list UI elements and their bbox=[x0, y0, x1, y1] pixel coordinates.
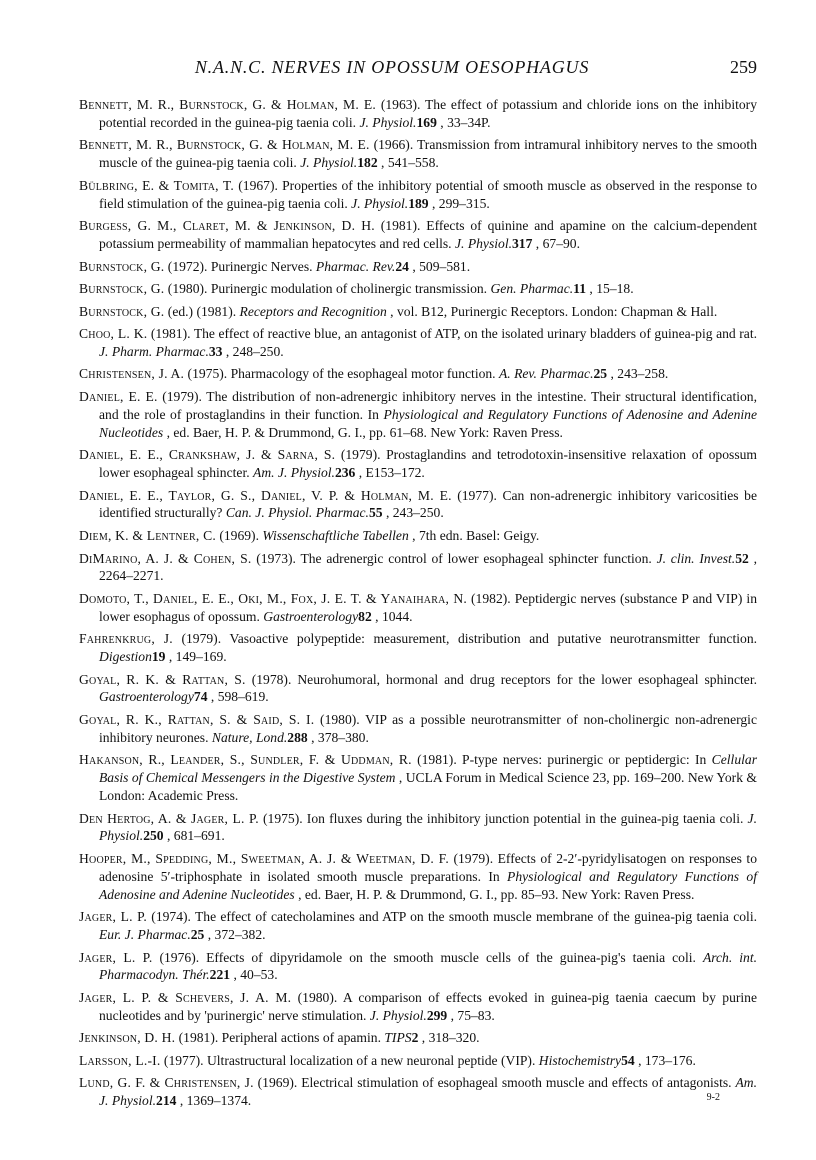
reference-authors: Jager, L. P. bbox=[79, 949, 153, 965]
reference-text: (1979). Effects of 2-2′-pyridylisatogen on responses to adenosine 5′-triphosphate in isolated smooth muscle preparations. In bbox=[99, 850, 757, 884]
reference-volume: 236 bbox=[334, 465, 356, 481]
reference-text: (1972). Purinergic Nerves. bbox=[164, 258, 316, 274]
reference-text: (1979). Prostaglandins and tetrodotoxin-insensitive relaxation of opossum lower esophageal sphincter. bbox=[99, 447, 757, 481]
reference-journal: J. Physiol. bbox=[369, 1007, 427, 1023]
reference-entry bbox=[79, 446, 757, 482]
reference-authors: Diem, K. & Lentner, C. bbox=[79, 527, 216, 543]
reference-volume: 169 bbox=[416, 114, 437, 130]
reference-pages: , 318–320. bbox=[421, 1030, 480, 1046]
reference-text: (1966). Transmission from intramural inhibitory nerves to the smooth muscle of the guinea-pig taenia coli. bbox=[99, 137, 757, 171]
reference-pages: , 75–83. bbox=[450, 1007, 495, 1023]
reference-text: (1975). Ion fluxes during the inhibitory junction potential in the guinea-pig taenia coli. bbox=[258, 810, 748, 826]
reference-pages: , 7th edn. Basel: Geigy. bbox=[412, 527, 540, 543]
reference-entry bbox=[79, 908, 757, 944]
reference-pages: , 509–581. bbox=[412, 258, 471, 274]
reference-journal: Receptors and Recognition bbox=[239, 303, 387, 319]
reference-volume: 250 bbox=[143, 828, 164, 844]
reference-authors: Christensen, J. A. bbox=[79, 366, 185, 382]
reference-journal: Histochemistry bbox=[538, 1052, 622, 1068]
reference-authors: Hakanson, R., Leander, S., Sundler, F. & Uddman, R. bbox=[79, 752, 412, 768]
reference-authors: Daniel, E. E., Taylor, G. S., Daniel, V. P. & Holman, M. E. bbox=[79, 487, 452, 503]
reference-authors: Daniel, E. E. bbox=[79, 389, 158, 404]
reference-authors: Burnstock, G. bbox=[79, 303, 165, 319]
reference-volume: 189 bbox=[408, 195, 429, 211]
reference-entry bbox=[79, 217, 757, 253]
reference-text: (1967). Properties of the inhibitory potential of smooth muscle as observed in the response to field stimulation of the guinea-pig taenia coli. bbox=[99, 177, 757, 211]
reference-authors: Hooper, M., Spedding, M., Sweetman, A. J. & Weetman, D. F. bbox=[79, 850, 449, 866]
reference-pages: , ed. Baer, H. P. & Drummond, G. I., pp. 85–93. New York: Raven Press. bbox=[298, 886, 695, 902]
running-title: N.A.N.C. NERVES IN OPOSSUM OESOPHAGUS bbox=[194, 57, 590, 77]
reference-entry bbox=[79, 177, 757, 213]
reference-journal: Arch. int. Pharmacodyn. Thér. bbox=[99, 949, 758, 983]
reference-journal: J. clin. Invest. bbox=[656, 550, 736, 566]
reference-entry bbox=[79, 751, 757, 805]
reference-authors: Goyal, R. K., Rattan, S. & Said, S. I. bbox=[79, 712, 315, 727]
reference-entry bbox=[79, 550, 757, 586]
reference-text: (1981). The effect of reactive blue, an antagonist of ATP, on the isolated urinary bladders of guinea-pig and rat. bbox=[147, 326, 758, 342]
reference-pages: , vol. B12, Purinergic Receptors. London: Chapman & Hall. bbox=[390, 303, 718, 319]
reference-journal: Physiological and Regulatory Functions of Adenosine and Adenine Nucleotides bbox=[99, 406, 757, 440]
reference-pages: , 243–250. bbox=[385, 505, 444, 521]
reference-authors: Jager, L. P. & Schevers, J. A. M. bbox=[79, 989, 292, 1005]
signature-mark: 9-2 bbox=[706, 1092, 720, 1103]
reference-pages: , 67–90. bbox=[535, 235, 580, 251]
reference-entry bbox=[79, 487, 757, 523]
reference-entry bbox=[79, 949, 757, 985]
reference-list bbox=[79, 96, 757, 1115]
reference-authors: Bennett, M. R., Burnstock, G. & Holman, M. E. bbox=[79, 97, 377, 112]
reference-entry bbox=[79, 590, 757, 626]
reference-entry bbox=[79, 96, 757, 132]
reference-entry bbox=[79, 850, 757, 904]
reference-authors: Choo, L. K. bbox=[79, 326, 148, 342]
reference-text: (1981). Peripheral actions of apamin. bbox=[175, 1030, 385, 1046]
reference-entry bbox=[79, 1029, 757, 1047]
reference-journal: Am. J. Physiol. bbox=[253, 465, 335, 481]
reference-journal: Am. J. Physiol. bbox=[99, 1075, 757, 1109]
reference-authors: Jenkinson, D. H. bbox=[79, 1030, 176, 1046]
reference-authors: Burnstock, G. bbox=[79, 281, 165, 297]
reference-journal: Eur. J. Pharmac. bbox=[99, 927, 191, 943]
reference-entry bbox=[79, 1052, 757, 1070]
reference-journal: TIPS bbox=[384, 1030, 412, 1046]
reference-volume: 55 bbox=[368, 505, 383, 521]
reference-volume: 25 bbox=[593, 366, 608, 382]
reference-authors: Domoto, T., Daniel, E. E., Oki, M., Fox, J. E. T. & Yanaihara, N. bbox=[79, 590, 467, 606]
reference-journal: J. Physiol. bbox=[359, 114, 417, 130]
reference-journal: A. Rev. Pharmac. bbox=[498, 366, 594, 382]
reference-text: (1978). Neurohumoral, hormonal and drug receptors for the lower esophageal sphincter. bbox=[245, 671, 757, 687]
reference-text: (1975). Pharmacology of the esophageal motor function. bbox=[184, 366, 499, 382]
reference-journal: Physiological and Regulatory Functions of Adenosine and Adenine Nucleotides bbox=[99, 868, 757, 902]
reference-pages: , 243–258. bbox=[610, 366, 669, 382]
reference-text: (1979). The distribution of non-adrenergic inhibitory nerves in the intestine. Their structural identification, and the role of prostaglandins in their function. In bbox=[99, 389, 757, 422]
reference-pages: , 2264–2271. bbox=[99, 550, 757, 584]
reference-authors: Burnstock, G. bbox=[79, 258, 165, 274]
reference-journal: Cellular Basis of Chemical Messengers in the Digestive System bbox=[99, 752, 757, 786]
reference-authors: Goyal, R. K. & Rattan, S. bbox=[79, 671, 246, 687]
reference-authors: Jager, L. P. bbox=[79, 909, 148, 925]
reference-entry bbox=[79, 258, 757, 276]
reference-journal: Can. J. Physiol. Pharmac. bbox=[225, 505, 369, 521]
reference-pages: , 372–382. bbox=[207, 927, 266, 943]
reference-authors: Lund, G. F. & Christensen, J. bbox=[79, 1075, 254, 1091]
reference-pages: , 173–176. bbox=[638, 1052, 696, 1068]
reference-volume: 214 bbox=[156, 1093, 177, 1109]
reference-volume: 317 bbox=[512, 235, 533, 251]
reference-volume: 11 bbox=[573, 281, 587, 297]
reference-text: (1976). Effects of dipyridamole on the smooth muscle cells of the guinea-pig's taenia coli. bbox=[152, 949, 703, 965]
reference-pages: , E153–172. bbox=[358, 465, 425, 481]
reference-text: (ed.) (1981). bbox=[164, 303, 240, 319]
reference-authors: Bülbring, E. & Tomita, T. bbox=[79, 177, 235, 193]
reference-authors: Bennett, M. R., Burnstock, G. & Holman, M. E. bbox=[79, 137, 370, 153]
reference-text: (1981). Effects of quinine and apamine on the calcium-dependent potassium permeability of mammalian hepatocytes and red cells. bbox=[99, 218, 757, 251]
reference-volume: 33 bbox=[208, 343, 223, 359]
reference-journal: J. Pharm. Pharmac. bbox=[99, 343, 209, 359]
reference-entry bbox=[79, 989, 757, 1025]
reference-journal: Digestion bbox=[99, 649, 152, 665]
reference-text: (1977). Ultrastructural localization of a new neuronal peptide (VIP). bbox=[160, 1052, 539, 1068]
reference-text: (1969). bbox=[215, 527, 263, 543]
reference-pages: , 33–34P. bbox=[440, 114, 491, 130]
reference-journal: J. Physiol. bbox=[454, 235, 512, 251]
reference-authors: Den Hertog, A. & Jager, L. P. bbox=[79, 810, 259, 826]
reference-entry bbox=[79, 711, 757, 747]
reference-volume: 299 bbox=[426, 1007, 448, 1023]
reference-journal: J. Physiol. bbox=[300, 155, 358, 171]
reference-entry bbox=[79, 325, 757, 361]
reference-entry bbox=[79, 1074, 757, 1110]
reference-entry bbox=[79, 671, 757, 707]
reference-volume: 19 bbox=[151, 649, 166, 665]
reference-authors: Daniel, E. E., Crankshaw, J. & Sarna, S. bbox=[79, 447, 336, 463]
reference-journal: J. Physiol. bbox=[99, 810, 757, 844]
reference-entry bbox=[79, 136, 757, 172]
reference-volume: 74 bbox=[193, 689, 208, 705]
reference-authors: DiMarino, A. J. & Cohen, S. bbox=[79, 550, 252, 566]
reference-pages: , 149–169. bbox=[168, 649, 227, 665]
reference-pages: , 299–315. bbox=[431, 195, 490, 211]
reference-pages: , ed. Baer, H. P. & Drummond, G. I., pp. 61–68. New York: Raven Press. bbox=[166, 424, 563, 440]
reference-volume: 54 bbox=[621, 1052, 635, 1068]
reference-volume: 288 bbox=[287, 729, 308, 745]
reference-volume: 2 bbox=[411, 1030, 419, 1046]
reference-pages: , 1369–1374. bbox=[179, 1093, 252, 1109]
running-head bbox=[0, 57, 816, 83]
reference-text: (1977). Can non-adrenergic inhibitory varicosities be identified structurally? bbox=[99, 487, 757, 521]
reference-volume: 52 bbox=[735, 550, 749, 566]
reference-pages: , 681–691. bbox=[166, 828, 225, 844]
reference-entry bbox=[79, 810, 757, 846]
page-number: 259 bbox=[730, 57, 757, 77]
reference-journal: Pharmac. Rev. bbox=[315, 258, 396, 274]
reference-volume: 82 bbox=[358, 608, 372, 624]
reference-text: (1963). The effect of potassium and chloride ions on the inhibitory potential recorded in the guinea-pig taenia coli. bbox=[99, 97, 757, 130]
reference-pages: , 15–18. bbox=[589, 281, 634, 297]
reference-volume: 221 bbox=[209, 967, 231, 983]
reference-text: (1982). Peptidergic nerves (substance P and VIP) in lower esophagus of opossum. bbox=[99, 590, 757, 624]
reference-text: (1980). A comparison of effects evoked in guinea-pig taenia caecum by purine nucleotides and by 'purinergic' nerve stimulation. bbox=[99, 989, 757, 1023]
reference-journal: Gastroenterology bbox=[263, 608, 359, 624]
reference-text: (1979). Vasoactive polypeptide: measurement, distribution and putative neurotransmitter function. bbox=[172, 631, 758, 647]
reference-text: (1969). Electrical stimulation of esophageal smooth muscle and effects of antagonists. bbox=[253, 1075, 736, 1091]
reference-pages: , UCLA Forum in Medical Science 23, pp. 169–200. New York & London: Academic Press. bbox=[99, 770, 757, 804]
reference-text: (1974). The effect of catecholamines and ATP on the smooth muscle membrane of the guinea-pig taenia coli. bbox=[147, 909, 758, 925]
reference-volume: 182 bbox=[357, 155, 378, 171]
reference-pages: , 541–558. bbox=[381, 155, 439, 171]
reference-entry bbox=[79, 630, 757, 666]
reference-text: (1981). P-type nerves: purinergic or peptidergic: In bbox=[411, 752, 712, 768]
reference-pages: , 598–619. bbox=[210, 689, 269, 705]
reference-authors: Burgess, G. M., Claret, M. & Jenkinson, D. H. bbox=[79, 218, 375, 234]
reference-journal: Gastroenterology bbox=[99, 689, 194, 705]
reference-entry bbox=[79, 388, 757, 442]
reference-pages: , 1044. bbox=[375, 608, 413, 624]
reference-entry bbox=[79, 303, 757, 321]
reference-journal: Gen. Pharmac. bbox=[490, 281, 574, 297]
reference-journal: Nature, Lond. bbox=[211, 729, 288, 745]
reference-volume: 24 bbox=[395, 258, 409, 274]
reference-pages: , 248–250. bbox=[225, 343, 284, 359]
reference-journal: J. Physiol. bbox=[351, 195, 409, 211]
reference-journal: Wissenschaftliche Tabellen bbox=[262, 527, 409, 543]
reference-text: (1973). The adrenergic control of lower esophageal sphincter function. bbox=[251, 550, 657, 566]
reference-text: (1980). Purinergic modulation of cholinergic transmission. bbox=[164, 281, 491, 297]
reference-volume: 25 bbox=[190, 927, 205, 943]
reference-text: (1980). VIP as a possible neurotransmitter of non-cholinergic non-adrenergic inhibitory neurones. bbox=[99, 712, 757, 745]
reference-authors: Fahrenkrug, J. bbox=[79, 631, 173, 647]
reference-entry bbox=[79, 527, 757, 545]
reference-entry bbox=[79, 365, 757, 383]
reference-entry bbox=[79, 280, 757, 298]
reference-authors: Larsson, L.-I. bbox=[79, 1052, 161, 1068]
reference-pages: , 40–53. bbox=[233, 967, 278, 983]
reference-pages: , 378–380. bbox=[311, 729, 369, 745]
